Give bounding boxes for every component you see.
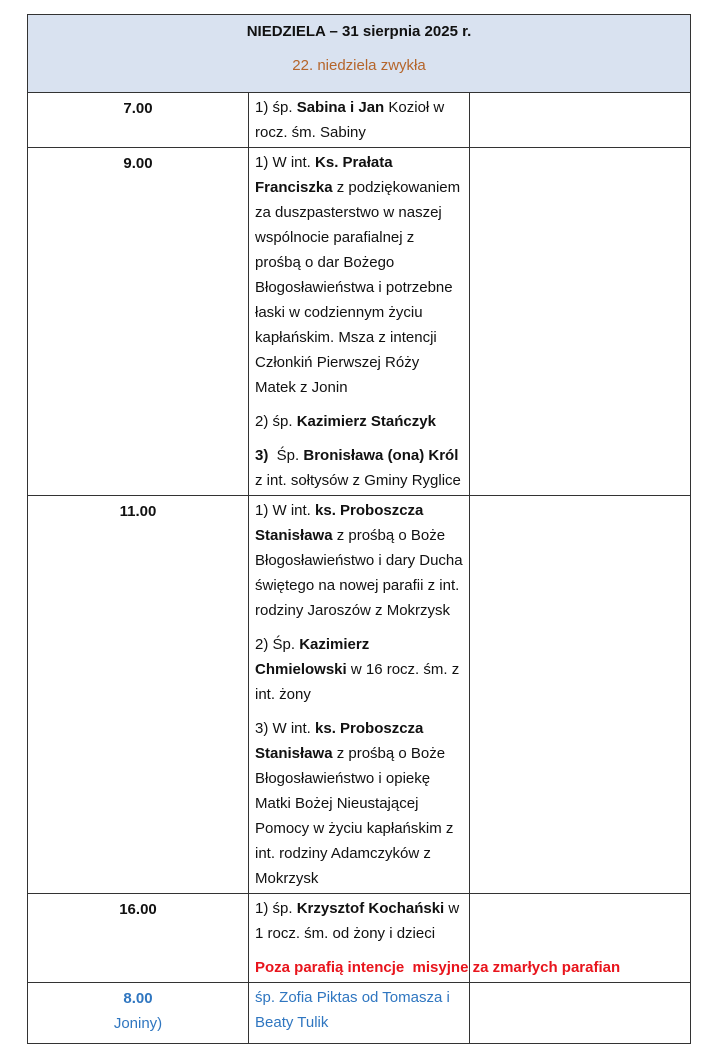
header-row	[28, 15, 691, 93]
intention-name: Kazimierz Stańczyk	[296, 413, 436, 430]
intention: 1) W int. ks. Proboszcza Stanisława z prośbą o Boże Błogosławieństwo i dary Ducha świętego na nowej parafii z int. rodziny Jaroszów z Mokrzysk	[255, 502, 463, 619]
mass-time: 8.00 Joniny)	[28, 983, 249, 1044]
intention: 1) śp. Krzysztof Kochański w 1 rocz. śm. od żony i dzieci	[255, 900, 460, 942]
empty-cell	[470, 93, 691, 148]
intentions-cell	[249, 93, 470, 148]
intention: 3) Śp. Bronisława (ona) Król z int. sołtysów z Gminy Ryglice	[255, 447, 461, 489]
intention: śp. Zofia Piktas od Tomasza i Beaty Tulik	[255, 989, 450, 1031]
intention: 3) W int. ks. Proboszcza Stanisława z prośbą o Boże Błogosławieństwo i opiekę Matki Bożej Nieustającej Pomocy w życiu kapłańskim z int. rodziny Adamczyków z Mokrzysk	[255, 720, 454, 887]
mass-intentions-table	[27, 14, 691, 1044]
table-row	[28, 148, 691, 496]
mass-time: 9.00	[28, 148, 249, 496]
intention-name: Kazimierz Chmielowski	[255, 636, 370, 678]
table-row	[28, 983, 691, 1044]
liturgical-day: 22. niedziela zwykła	[292, 57, 426, 74]
location-label: Joniny)	[113, 1015, 163, 1032]
mass-intentions-sheet	[27, 14, 691, 1044]
mission-intentions-note: Poza parafią intencje misyjne za zmarłych parafian	[255, 959, 621, 976]
intentions-cell	[249, 983, 470, 1044]
table-row	[28, 894, 691, 983]
mass-time: 11.00	[28, 496, 249, 894]
intention: 2) Śp. Kazimierz Chmielowski w 16 rocz. śm. z int. żony	[255, 636, 460, 703]
intention-name: Krzysztof Kochański	[296, 900, 445, 917]
intention-name: Bronisława (ona) Król	[303, 447, 459, 464]
intention: 1) W int. Ks. Prałata Franciszka z podziękowaniem za duszpasterstwo w naszej wspólnocie parafialnej z prośbą o dar Bożego Błogosławieństwa i potrzebne łaski w codziennym życiu kapłańskim. Msza z intencji Członkiń Pierwszej Róży Matek z Jonin	[255, 154, 461, 396]
table-row	[28, 93, 691, 148]
intentions-cell	[249, 894, 621, 983]
empty-cell	[470, 148, 691, 496]
mass-time: 16.00	[28, 894, 249, 983]
intention-name: ks. Proboszcza Stanisława	[255, 502, 424, 544]
intentions-cell	[249, 148, 470, 496]
empty-cell	[470, 496, 691, 894]
mass-time: 7.00	[28, 93, 249, 148]
intention-name: ks. Proboszcza Stanisława	[255, 720, 424, 762]
intention: 1) śp. Sabina i Jan Kozioł w rocz. śm. Sabiny	[255, 99, 445, 141]
empty-cell	[470, 983, 691, 1044]
header-cell	[28, 15, 691, 93]
intention: 2) śp. Kazimierz Stańczyk	[255, 413, 436, 430]
intention-name: Ks. Prałata Franciszka	[255, 154, 393, 196]
intention-name: Sabina i Jan	[296, 99, 385, 116]
intentions-cell	[249, 496, 470, 894]
day-title: NIEDZIELA – 31 sierpnia 2025 r.	[246, 23, 472, 40]
table-row	[28, 496, 691, 894]
